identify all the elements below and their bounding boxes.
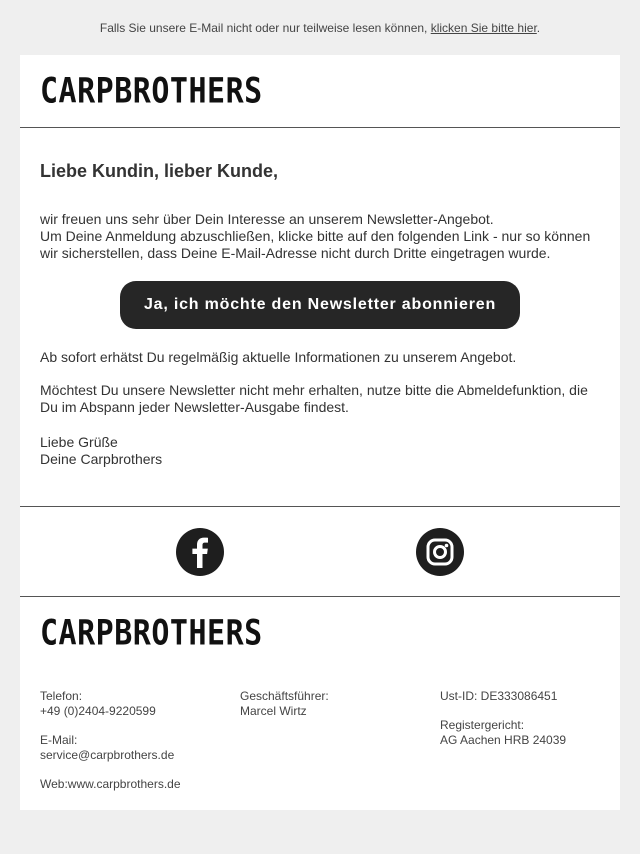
intro-line-2: Um Deine Anmeldung abzuschließen, klicke bitte auf den folgenden Link - nur so können wir sicherstellen, dass Deine E-Mail-Adresse nicht durch Dritte eingetragen wurde. [40,228,591,261]
social-links [20,506,620,597]
facebook-icon[interactable] [176,528,224,576]
court-registration: AG Aachen HRB 24039 [440,733,567,747]
notice-text: Falls Sie unsere E-Mail nicht oder nur teilweise lesen können, [99,21,428,35]
closing [40,434,600,468]
view-in-browser-link[interactable]: klicken Sie bitte hier [430,21,537,35]
website-link[interactable]: Web:www.carpbrothers.de [40,777,181,791]
greeting: Liebe Kundin, lieber Kunde, [40,161,279,181]
ceo-name: Marcel Wirtz [240,704,307,718]
phone-label: Telefon: [40,689,83,703]
unsubscribe-paragraph: Möchtest Du unsere Newsletter nicht mehr erhalten, nutze bitte die Abmeldefunktion, die Du im Abspann jeder Newsletter-Ausgabe findest. [40,382,588,415]
closing-signature: Deine Carpbrothers [40,451,163,467]
footer-brand-logo[interactable]: CARPBROTHERS [40,613,263,654]
intro-paragraph [40,211,600,262]
phone-number[interactable]: +49 (0)2404-9220599 [40,704,156,718]
legal-column [440,689,630,748]
info-paragraph: Ab sofort erhätst Du regelmäßig aktuelle Informationen zu unserem Angebot. [40,349,517,365]
intro-line-1: wir freuen uns sehr über Dein Interesse an unserem Newsletter-Angebot. [40,211,494,227]
notice-suffix: . [536,21,541,35]
subscribe-confirm-button[interactable]: Ja, ich möchte den Newsletter abonnieren [120,281,520,329]
contact-column [40,689,230,792]
header [20,55,620,128]
email-address[interactable]: service@carpbrothers.de [40,748,175,762]
browser-view-notice [0,0,640,55]
vat-id: Ust-ID: DE333086451 [440,689,558,703]
instagram-icon[interactable] [416,528,464,576]
court-label: Registergericht: [440,718,525,732]
management-column [240,689,430,719]
ceo-label: Geschäftsführer: [240,689,329,703]
email-label: E-Mail: [40,733,78,747]
message-body [20,128,620,506]
footer [20,597,620,810]
brand-logo[interactable]: CARPBROTHERS [40,71,263,112]
closing-greeting: Liebe Grüße [40,434,118,450]
